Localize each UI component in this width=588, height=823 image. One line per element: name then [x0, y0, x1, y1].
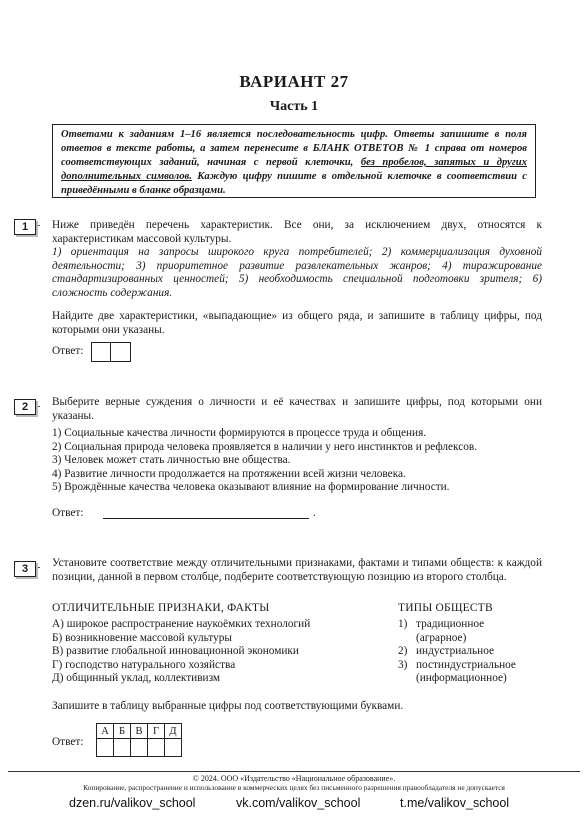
- question-number-3: 3: [14, 561, 36, 577]
- part-title: Часть 1: [269, 99, 319, 114]
- q3-answer-row[interactable]: [97, 739, 182, 757]
- q3-letters-row: [97, 724, 182, 739]
- variant-title: ВАРИАНТ 27: [239, 72, 349, 91]
- footer-notice: Копирование, распространение и использование в коммерческих целях без письменного разрешения правообладателя не допускается: [83, 783, 505, 792]
- q3-right-item: 3) постиндустриальное (информационное): [398, 658, 516, 685]
- q3-right-header: ТИПЫ ОБЩЕСТВ: [398, 602, 493, 614]
- letter-cell: В: [131, 724, 148, 739]
- answer-cell[interactable]: [131, 739, 148, 757]
- footer-copyright: © 2024. ООО «Издательство «Национальное образование».: [192, 774, 396, 783]
- q3-answer-table: [96, 723, 182, 757]
- link-dzen[interactable]: dzen.ru/valikov_school: [69, 796, 196, 810]
- link-vk[interactable]: vk.com/valikov_school: [236, 796, 361, 810]
- q3-right-item: 1) традиционное (аграрное): [398, 618, 485, 644]
- q2-option: 3) Человек может стать личностью вне общества.: [52, 454, 291, 467]
- letter-cell: Д: [165, 724, 182, 739]
- q2-option: 2) Социальная природа человека проявляется в наличии у него инстинктов и рефлексов.: [52, 440, 478, 453]
- q3-task: Запишите в таблицу выбранные цифры под соответствующими буквами.: [52, 700, 404, 712]
- instructions-box: [52, 124, 536, 198]
- letter-cell: А: [97, 724, 114, 739]
- q3-intro: Установите соответствие между отличительными признаками, фактами и типами обществ: к каждой позиции, данной в первом столбце, подберите соответствующую позицию из второго столбца.: [52, 557, 542, 583]
- q3-left-item: Г) господство натурального хозяйства: [52, 658, 236, 671]
- q3-right-item: 2) индустриальное: [398, 645, 495, 658]
- question-number-2: 2: [14, 399, 36, 415]
- q3-left-item: А) широкое распространение наукоёмких технологий: [52, 618, 311, 630]
- q2-option: 1) Социальные качества личности формируются в процессе труда и общения.: [52, 427, 427, 439]
- q3-left-header: ОТЛИЧИТЕЛЬНЫЕ ПРИЗНАКИ, ФАКТЫ: [52, 602, 270, 614]
- instructions-text: Ответами к заданиям 1–16 является последовательность цифр. Ответы запишите в поля ответов в тексте работы, а затем перенесите в БЛАНК ОТВЕТОВ № 1 справа от номеров соответствующих заданий, начиная с первой клеточки,: [61, 129, 527, 168]
- answer-cell[interactable]: [92, 343, 111, 361]
- answer-cell[interactable]: [165, 739, 182, 757]
- q2-intro: Выберите верные суждения о личности и её качествах и запишите цифры, под которыми они указаны.: [52, 396, 542, 422]
- q3-left-item: Д) общинный уклад, коллективизм: [52, 672, 221, 685]
- answer-cell[interactable]: [114, 739, 131, 757]
- letter-cell: Б: [114, 724, 131, 739]
- q2-answer-line[interactable]: [103, 518, 309, 519]
- link-telegram[interactable]: t.me/valikov_school: [400, 796, 510, 810]
- question-number-1: 1: [14, 219, 36, 235]
- letter-cell: Г: [148, 724, 165, 739]
- q2-option: 5) Врождённые качества человека оказывают влияние на формирование личности.: [52, 481, 450, 494]
- instructions-underlined: без пробелов, запятых и других дополнительных символов.: [61, 157, 527, 182]
- answer-cell[interactable]: [97, 739, 114, 757]
- q1-intro: Ниже приведён перечень характеристик. Все они, за исключением двух, относятся к характеристикам массовой культуры.: [52, 219, 542, 245]
- q3-right-list: [398, 618, 548, 686]
- footer-divider: [8, 771, 580, 772]
- q3-answer-label: Ответ:: [52, 736, 84, 748]
- q3-left-list: [52, 618, 392, 686]
- q2-answer-label: Ответ:: [52, 507, 84, 519]
- q2-option: 4) Развитие личности продолжается на протяжении всей жизни человека.: [52, 467, 406, 480]
- q1-answer-cells[interactable]: [91, 342, 131, 362]
- q1-task: Найдите две характеристики, «выпадающие» из общего ряда, и запишите в таблицу цифры, под которыми они указаны.: [52, 310, 542, 336]
- q1-items: 1) ориентация на запросы широкого круга потребителей; 2) коммерциализация духовной деятельности; 3) приоритетное развитие развлекательных жанров; 4) тиражирование стандартизированных ценностей; 5) необходимость специальной подготовки зрителя; 6) сложность содержания.: [52, 246, 542, 299]
- q2-options: [52, 427, 547, 495]
- instructions-text-2: Каждую цифру пишите в отдельной клеточке в соответствии с приведёнными в бланке образцами.: [61, 171, 527, 196]
- q2-answer-end: .: [313, 507, 316, 519]
- answer-cell[interactable]: [148, 739, 165, 757]
- q3-left-item: Б) возникновение массовой культуры: [52, 631, 232, 644]
- q1-answer-label: Ответ:: [52, 345, 84, 357]
- q3-left-item: В) развитие глобальной инновационной экономики: [52, 645, 299, 658]
